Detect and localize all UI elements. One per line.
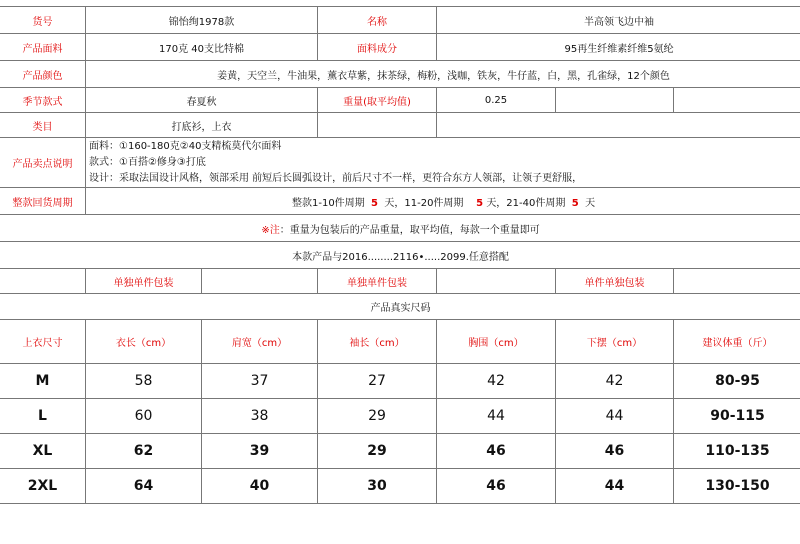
size-cell: 38	[202, 399, 318, 434]
name-label: 名称	[318, 7, 437, 34]
size-cell: 46	[556, 434, 674, 469]
note-text: ：重量为包装后的产品重量，取平均值，每款一个重量即可	[280, 225, 540, 236]
size-cell: XL	[0, 434, 86, 469]
size-cell: 39	[202, 434, 318, 469]
empty-cell	[556, 88, 674, 113]
composition-label: 面料成分	[318, 34, 437, 61]
size-title: 产品真实尺码	[0, 294, 800, 320]
size-header: 袖长（cm）	[318, 320, 437, 364]
restock-days: 5	[371, 198, 378, 209]
pack-label: 单独单件包装	[318, 269, 437, 294]
match-note: 本款产品与2016........2116•.....2099.任意搭配	[0, 242, 800, 269]
size-cell: 29	[318, 399, 437, 434]
empty-cell	[0, 269, 86, 294]
size-cell: 29	[318, 434, 437, 469]
size-cell: 62	[86, 434, 202, 469]
composition: 95再生纤维素纤维5氨纶	[437, 34, 800, 61]
product-spec-table	[0, 6, 800, 504]
size-cell: 90-115	[674, 399, 800, 434]
size-cell: 64	[86, 469, 202, 504]
size-cell: 42	[556, 364, 674, 399]
size-header: 上衣尺寸	[0, 320, 86, 364]
restock-days: 5	[476, 198, 483, 209]
table-row	[0, 469, 800, 504]
size-cell: 27	[318, 364, 437, 399]
note-mark: ※注	[261, 225, 279, 236]
selling-label: 产品卖点说明	[0, 138, 86, 188]
size-cell: M	[0, 364, 86, 399]
size-cell: 42	[437, 364, 556, 399]
restock	[86, 188, 800, 215]
size-header: 胸围（cm）	[437, 320, 556, 364]
table-row	[0, 399, 800, 434]
selling-point: 款式：①百搭②修身③打底	[89, 155, 798, 171]
size-cell: 37	[202, 364, 318, 399]
item-no: 锦怡绚1978款	[86, 7, 318, 34]
fabric-label: 产品面料	[0, 34, 86, 61]
category: 打底衫，上衣	[86, 113, 318, 138]
table-row	[0, 434, 800, 469]
selling-point: 面料：①160-180克②40支精梳莫代尔面料	[89, 139, 798, 155]
size-cell: 2XL	[0, 469, 86, 504]
size-cell: 80-95	[674, 364, 800, 399]
size-cell: 30	[318, 469, 437, 504]
size-cell: 40	[202, 469, 318, 504]
category-label: 类目	[0, 113, 86, 138]
size-header: 肩宽（cm）	[202, 320, 318, 364]
size-cell: 130-150	[674, 469, 800, 504]
size-cell: 44	[556, 399, 674, 434]
fabric: 170克 40支比特棉	[86, 34, 318, 61]
size-header: 下摆（cm）	[556, 320, 674, 364]
restock-days: 5	[572, 198, 579, 209]
restock-text: 天，21-40件周期	[486, 198, 565, 209]
empty-cell	[674, 88, 800, 113]
restock-text: 天，11-20件周期	[384, 198, 463, 209]
name: 半高领飞边中袖	[437, 7, 800, 34]
item-no-label: 货号	[0, 7, 86, 34]
colors: 姜黄，天空兰，牛油果，薰衣草紫，抹茶绿，梅粉，浅咖，铁灰，牛仔蓝，白，黑，孔雀绿，12个颜色	[86, 61, 800, 88]
size-cell: 44	[556, 469, 674, 504]
size-cell: 46	[437, 434, 556, 469]
size-header-row	[0, 320, 800, 364]
selling-point: 设计：采取法国设计风格，领部采用 前短后长圆弧设计，前后尺寸不一样，更符合东方人领部，让领子更舒服，	[89, 171, 798, 187]
restock-text: 天	[585, 198, 595, 209]
empty-cell	[318, 113, 437, 138]
size-cell: 58	[86, 364, 202, 399]
size-cell: 44	[437, 399, 556, 434]
size-cell: 110-135	[674, 434, 800, 469]
note	[0, 215, 800, 242]
season: 春夏秋	[86, 88, 318, 113]
restock-text: 整款1-10件周期	[292, 198, 365, 209]
empty-cell	[437, 113, 800, 138]
pack-label: 单独单件包装	[86, 269, 202, 294]
season-label: 季节款式	[0, 88, 86, 113]
weight-label: 重量(取平均值)	[318, 88, 437, 113]
pack-label: 单件单独包装	[556, 269, 674, 294]
selling-points	[86, 138, 800, 188]
size-header: 衣长（cm）	[86, 320, 202, 364]
color-label: 产品颜色	[0, 61, 86, 88]
size-cell: 60	[86, 399, 202, 434]
weight: 0.25	[437, 88, 556, 113]
empty-cell	[674, 269, 800, 294]
size-header: 建议体重（斤）	[674, 320, 800, 364]
empty-cell	[202, 269, 318, 294]
empty-cell	[437, 269, 556, 294]
size-cell: L	[0, 399, 86, 434]
table-row	[0, 364, 800, 399]
size-cell: 46	[437, 469, 556, 504]
restock-label: 整款回货周期	[0, 188, 86, 215]
